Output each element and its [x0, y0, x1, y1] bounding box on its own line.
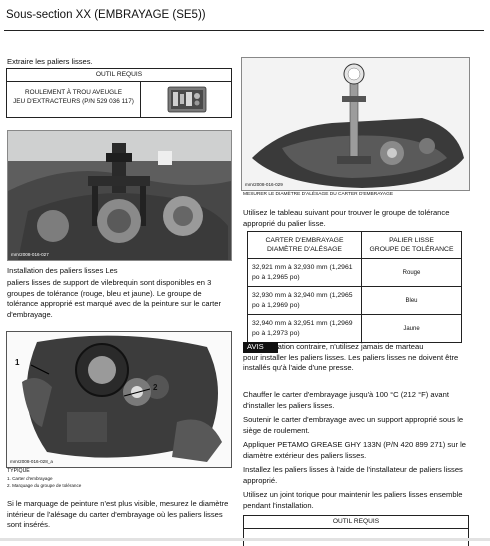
table-row: [248, 287, 462, 315]
required-tool-header: OUTIL REQUIS: [7, 69, 231, 82]
required-tool-box: [6, 68, 232, 118]
bore-range-cell: 32,940 mm à 32,951 mm (1,2969 po à 1,2973 po): [248, 315, 362, 343]
notice-block: [243, 342, 479, 374]
typical-label: TYPIQUE: [7, 468, 30, 474]
page-title: Sous-section XX (EMBRAYAGE (SE5)): [6, 9, 206, 21]
legend-item-1: 1. Carter d'embrayage: [7, 476, 53, 481]
tolerance-group-cell: Jaune: [362, 315, 462, 343]
step-support-housing: Soutenir le carter d'embrayage avec un support approprié sous le siège de roulement.: [243, 415, 464, 435]
required-tool-box-2: [243, 515, 469, 546]
required-tool-header-2: OUTIL REQUIS: [244, 516, 468, 529]
callout-1: 1: [15, 358, 20, 367]
required-tool-name: ROULEMENT À TROU AVEUGLE JEU D'EXTRACTEURS (P/N 529 036 117): [7, 82, 141, 117]
tolerance-table: [247, 231, 462, 343]
bore-measurement-photo: [241, 57, 470, 191]
measurement-text: Si le marquage de peinture n'est plus visible, mesurez le diamètre intérieur de l'alésage du carter d'embrayage où les paliers lisses sont insérés.: [7, 499, 229, 530]
diagram-id: mmr2008-016-028_a: [10, 459, 53, 464]
clutch-housing-diagram: [6, 331, 232, 468]
extractor-kit-image: [167, 86, 207, 113]
legend-item-2: 2. Marquage du groupe de tolérance: [7, 483, 82, 488]
step-apply-grease: Appliquer PETAMO GREASE GHY 133N (P/N 420 899 271) sur le diamètre extérieur des paliers lisses.: [243, 440, 466, 460]
bearing-extraction-photo: [7, 130, 232, 261]
notice-inline-text: ndication contraire, n'utilisez jamais de marteau: [263, 342, 424, 351]
photo1-id: mmr2008-016-027: [11, 252, 49, 257]
intro-text: Extraire les paliers lisses.: [7, 57, 93, 66]
install-text: paliers lisses de support de vilebrequin sont disponibles en 3 groupes de tolérance (rouge, bleu et jaune). Le groupe de tolérance approprié est marqué avec de la peinture sur le carter d'embrayage.: [7, 278, 222, 319]
bore-range-cell: 32,921 mm à 32,930 mm (1,2961 po à 1,2965 po): [248, 259, 362, 287]
tolerance-group-cell: Rouge: [362, 259, 462, 287]
notice-label: AVIS: [243, 342, 278, 353]
callout-2: 2: [153, 383, 158, 392]
table-intro: Utilisez le tableau suivant pour trouver le groupe de tolérance approprié du palier lisse.: [243, 208, 450, 228]
col-header-group: PALIER LISSE GROUPE DE TOLÉRANCE: [362, 232, 462, 259]
install-title: Installation des paliers lisses Les: [7, 266, 118, 275]
bore-range-cell: 32,930 mm à 32,940 mm (1,2965 po à 1,2969 po): [248, 287, 362, 315]
notice-text: pour installer les paliers lisses. Les paliers lisses ne doivent être installés qu'à l'aide d'une presse.: [243, 352, 459, 373]
header-divider: [4, 30, 484, 31]
step-heat-housing: Chauffer le carter d'embrayage jusqu'à 100 °C (212 °F) avant d'installer les paliers lisses.: [243, 390, 449, 410]
photo2-id: mmr2008-016-029: [245, 182, 283, 187]
tolerance-table-header: [248, 232, 462, 259]
step-install-bearings: Installez les paliers lisses à l'aide de l'installateur de paliers lisses approprié.: [243, 465, 463, 485]
photo2-caption: MESURER LE DIAMÈTRE D'ALÉSAGE DU CARTER D'EMBRAYAGE: [243, 192, 394, 197]
col-header-bore: CARTER D'EMBRAYAGE DIAMÈTRE D'ALÉSAGE: [248, 232, 362, 259]
table-row: [248, 259, 462, 287]
tolerance-group-cell: Bleu: [362, 287, 462, 315]
table-row: [248, 315, 462, 343]
step-use-o-ring: Utilisez un joint torique pour maintenir les paliers lisses ensemble pendant l'installation.: [243, 490, 463, 510]
